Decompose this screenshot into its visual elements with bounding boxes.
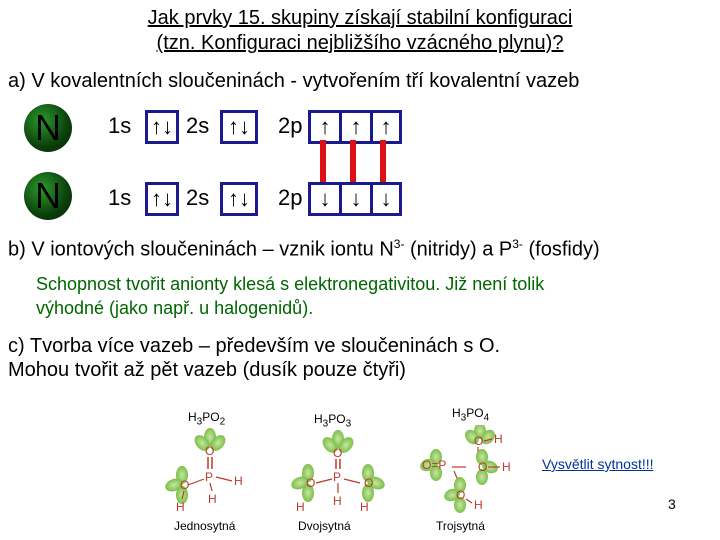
section-c-line-1: c) Tvorba více vazeb – především ve sloučeninách s O. [8,335,501,357]
molecule-formula-3: $H_3PO_4$ [452,406,490,424]
bond-bar-3 [380,140,386,188]
section-b-middle: (nitridy) a P [404,238,513,261]
svg-text:H: H [333,494,342,508]
green-note-line-2: výhodné (jako např. u halogenidů). [36,298,314,318]
molecule-formula-2: $H_3PO_3$ [314,412,352,430]
nitrogen-atom-1: N [24,104,72,152]
svg-text:H: H [176,500,185,514]
slide-title [0,6,720,56]
molecule-h3po2 [163,428,242,514]
explain-link[interactable]: Vysvětlit sytnost!!! [542,456,654,472]
orbital-box-1s: ↑↓ [145,182,179,216]
svg-text:H: H [234,474,243,488]
section-c-text [8,334,500,382]
section-b-sup-1: 3- [393,237,405,251]
p-spin-1: ↑ [311,113,342,141]
svg-text:H: H [494,432,503,446]
svg-text:H: H [474,498,483,512]
bond-bar-1 [320,140,326,188]
svg-text:O=P: O=P [422,458,447,472]
svg-text:H: H [208,492,217,506]
svg-text:H: H [502,460,511,474]
p-spin-2: ↓ [342,185,373,213]
title-line-1: Jak prvky 15. skupiny získají stabilní konfiguraci [147,7,573,29]
orbital-label-2s: 2s [186,113,210,138]
section-b-text [8,232,600,262]
svg-text:O: O [180,478,190,492]
section-b-prefix: b) V iontových sloučeninách – vznik iontu N [8,238,394,261]
section-c-line-2: Mohou tvořit až pět vazeb (dusík pouze čtyři) [8,359,406,381]
page-number: 3 [668,496,676,512]
orbital-box-2p [308,110,402,144]
svg-text:H: H [296,500,305,514]
p-spin-1: ↓ [311,185,342,213]
orbital-box-2p [308,182,402,216]
p-spin-2: ↑ [342,113,373,141]
svg-text:O: O [333,446,343,460]
orbital-box-2s: ↑↓ [220,110,258,144]
section-b-suffix: (fosfidy) [522,238,600,261]
molecule-structures [160,425,540,525]
molecule-h3po3 [289,430,386,514]
orbital-label-2p: 2p [278,185,303,210]
p-spin-3: ↓ [373,185,399,213]
orbital-box-2s: ↑↓ [220,182,258,216]
svg-text:O: O [478,460,488,474]
caption-trojsytna: Trojsytná [436,519,485,533]
title-line-2: (tzn. Konfiguraci nejbližšího vzácného plynu)? [156,32,564,54]
svg-text:O: O [474,434,484,448]
svg-text:O: O [306,476,316,490]
svg-text:H: H [360,500,369,514]
molecule-h3po4 [418,425,510,513]
orbital-label-2p: 2p [278,113,303,138]
svg-text:P: P [333,470,342,484]
orbital-label-1s: 1s [108,185,132,210]
svg-text:O: O [364,476,374,490]
p-spin-3: ↑ [373,113,399,141]
nitrogen-atom-2: N [24,172,72,220]
svg-text:P: P [205,470,214,484]
section-a-text: a) V kovalentních sloučeninách - vytvořením tří kovalentní vazeb [8,70,580,92]
molecule-formula-1: $H_3PO_2$ [188,410,226,428]
svg-text:O: O [456,488,466,502]
orbital-box-1s: ↑↓ [145,110,179,144]
bond-bar-2 [350,140,356,188]
orbital-label-2s: 2s [186,185,210,210]
svg-text:O: O [205,444,215,458]
green-note-line-1: Schopnost tvořit anionty klesá s elektronegativitou. Již není tolik [36,274,545,294]
caption-jednosytna: Jednosytná [174,519,236,533]
caption-dvojsytna: Dvojsytná [298,519,351,533]
section-b-sup-2: 3- [512,237,523,251]
orbital-label-1s: 1s [108,113,132,138]
green-note [36,272,544,320]
